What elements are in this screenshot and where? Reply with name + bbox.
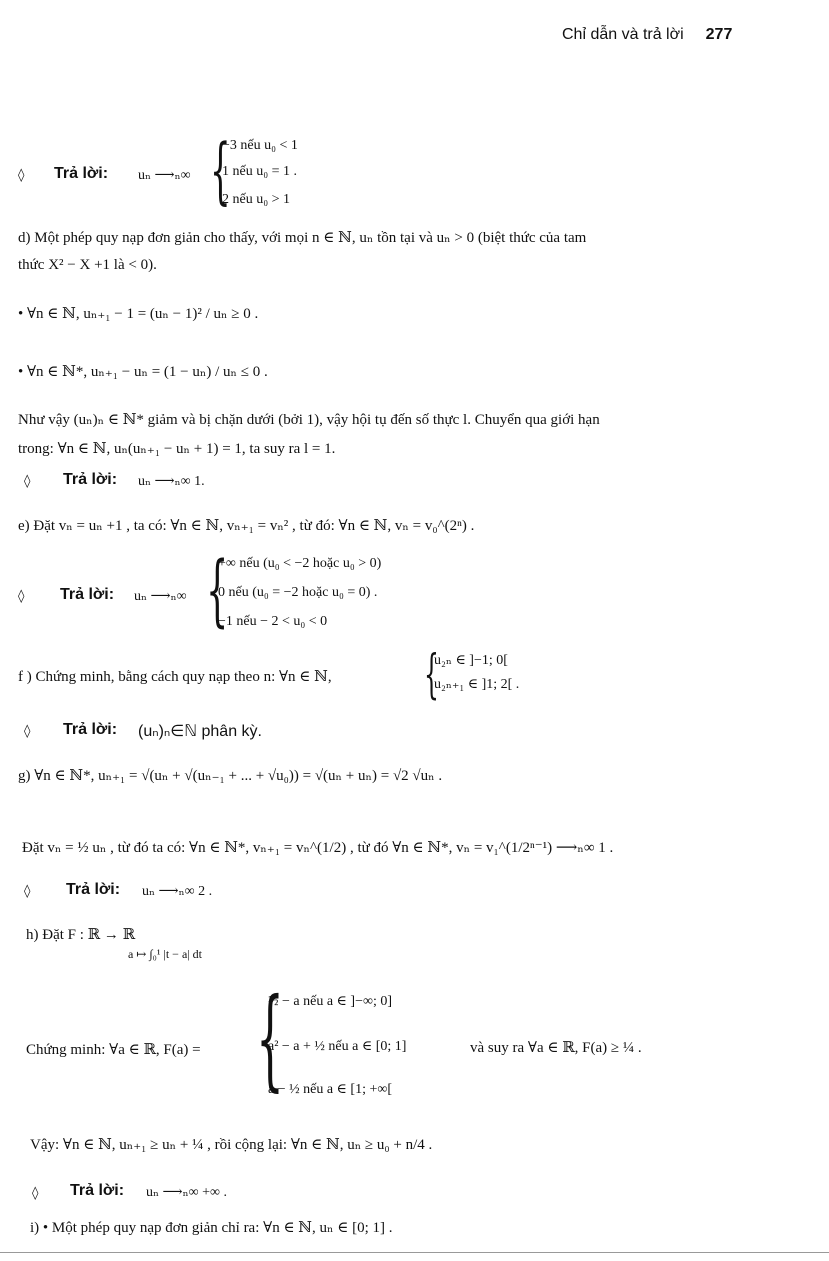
part-g-text: Đặt vₙ = ½ uₙ , từ đó ta có: ∀n ∈ ℕ*, vₙ₊₁ = vₙ^(1/2) , từ đó ∀n ∈ ℕ*, vₙ = v₁^(1/2ⁿ⁻¹) ⟶ₙ∞ 1 .: [22, 840, 614, 856]
bullet-item: • ∀n ∈ ℕ, uₙ₊₁ − 1 = (uₙ − 1)² / uₙ ≥ 0 .: [18, 306, 259, 322]
proof-prefix: Chứng minh: ∀a ∈ ℝ, F(a) =: [26, 1042, 201, 1058]
answer-f: (uₙ)ₙ∈ℕ phân kỳ.: [138, 723, 262, 740]
answer-label: Trả lời:: [63, 721, 118, 738]
part-g-text: g) ∀n ∈ ℕ*, uₙ₊₁ = √(uₙ + √(uₙ₋₁ + ... + √u₀)) = √(uₙ + uₙ) = √2 √uₙ .: [18, 768, 443, 784]
part-d-text: thức X² − X +1 là < 0).: [18, 257, 157, 273]
part-f-text: f ) Chứng minh, bằng cách quy nạp theo n: ∀n ∈ ℕ,: [18, 669, 332, 685]
case-line: a² − a + ½ nếu a ∈ [0; 1]: [268, 1039, 407, 1054]
case-line: −3 nếu u₀ < 1: [222, 138, 298, 153]
part-e-text: e) Đặt vₙ = uₙ +1 , ta có: ∀n ∈ ℕ, vₙ₊₁ = vₙ² , từ đó: ∀n ∈ ℕ, vₙ = v₀^(2ⁿ) .: [18, 518, 475, 534]
left-brace: {: [424, 645, 439, 705]
page-number: 277: [705, 26, 733, 43]
proof-suffix: và suy ra ∀a ∈ ℝ, F(a) ≥ ¼ .: [470, 1040, 642, 1056]
case-line: ½ − a nếu a ∈ ]−∞; 0]: [268, 994, 392, 1009]
case-line: +∞ nếu (u₀ < −2 hoặc u₀ > 0): [218, 556, 382, 571]
part-h-text: h) Đặt F : ℝ → ℝ: [26, 927, 136, 943]
case-line: 2 nếu u₀ > 1: [222, 192, 290, 207]
diamond-icon: ◊: [24, 884, 31, 899]
diamond-icon: ◊: [24, 724, 31, 739]
part-i-text: i) • Một phép quy nạp đơn giản chỉ ra: ∀n ∈ ℕ, uₙ ∈ [0; 1] .: [30, 1220, 393, 1236]
answer-label: Trả lời:: [70, 1182, 125, 1199]
part-h-text: Vậy: ∀n ∈ ℕ, uₙ₊₁ ≥ uₙ + ¼ , rồi cộng lại: ∀n ∈ ℕ, uₙ ≥ u₀ + n/4 .: [30, 1137, 433, 1153]
case-line: 1 nếu u₀ = 1 .: [222, 164, 297, 179]
answer-label: Trả lời:: [60, 586, 115, 603]
answer-label: Trả lời:: [54, 165, 109, 182]
answer-label: Trả lời:: [66, 881, 121, 898]
bullet-item: • ∀n ∈ ℕ*, uₙ₊₁ − uₙ = (1 − uₙ) / uₙ ≤ 0 .: [18, 364, 268, 380]
case-line: u₂ₙ₊₁ ∈ ]1; 2[ .: [434, 677, 520, 692]
diamond-icon: ◊: [24, 474, 31, 489]
case-line: u₂ₙ ∈ ]−1; 0[: [434, 653, 508, 668]
part-d-text: Như vậy (uₙ)ₙ ∈ ℕ* giảm và bị chặn dưới (bởi 1), vậy hội tụ đến số thực l. Chuyển qua giới hạn: [18, 412, 600, 428]
diamond-icon: ◊: [18, 589, 25, 604]
header-title: Chỉ dẫn và trả lời: [562, 26, 684, 43]
answer-h: uₙ ⟶ₙ∞ +∞ .: [146, 1185, 228, 1200]
case-line: a − ½ nếu a ∈ [1; +∞[: [268, 1082, 392, 1097]
left-brace: {: [206, 546, 229, 636]
part-d-text: d) Một phép quy nạp đơn giản cho thấy, với mọi n ∈ ℕ, uₙ tồn tại và uₙ > 0 (biệt thức của tam: [18, 230, 587, 246]
answer-e-lhs: uₙ ⟶ₙ∞: [134, 589, 187, 604]
answer-d: uₙ ⟶ₙ∞ 1.: [138, 474, 205, 489]
page-bottom-rule: [0, 1252, 829, 1253]
case-line: −1 nếu − 2 < u₀ < 0: [218, 614, 328, 629]
left-brace: {: [210, 128, 231, 212]
answer-c-lhs: uₙ ⟶ₙ∞: [138, 168, 191, 183]
answer-label: Trả lời:: [63, 471, 118, 488]
diamond-icon: ◊: [18, 168, 25, 183]
left-brace: {: [256, 974, 284, 1102]
case-line: 0 nếu (u₀ = −2 hoặc u₀ = 0) .: [218, 585, 378, 600]
page-header: [562, 26, 732, 44]
answer-g: uₙ ⟶ₙ∞ 2 .: [142, 884, 213, 899]
diamond-icon: ◊: [32, 1186, 39, 1201]
part-d-text: trong: ∀n ∈ ℕ, uₙ(uₙ₊₁ − uₙ + 1) = 1, ta suy ra l = 1.: [18, 441, 336, 457]
part-h-map: a ↦ ∫₀¹ |t − a| dt: [128, 947, 203, 961]
